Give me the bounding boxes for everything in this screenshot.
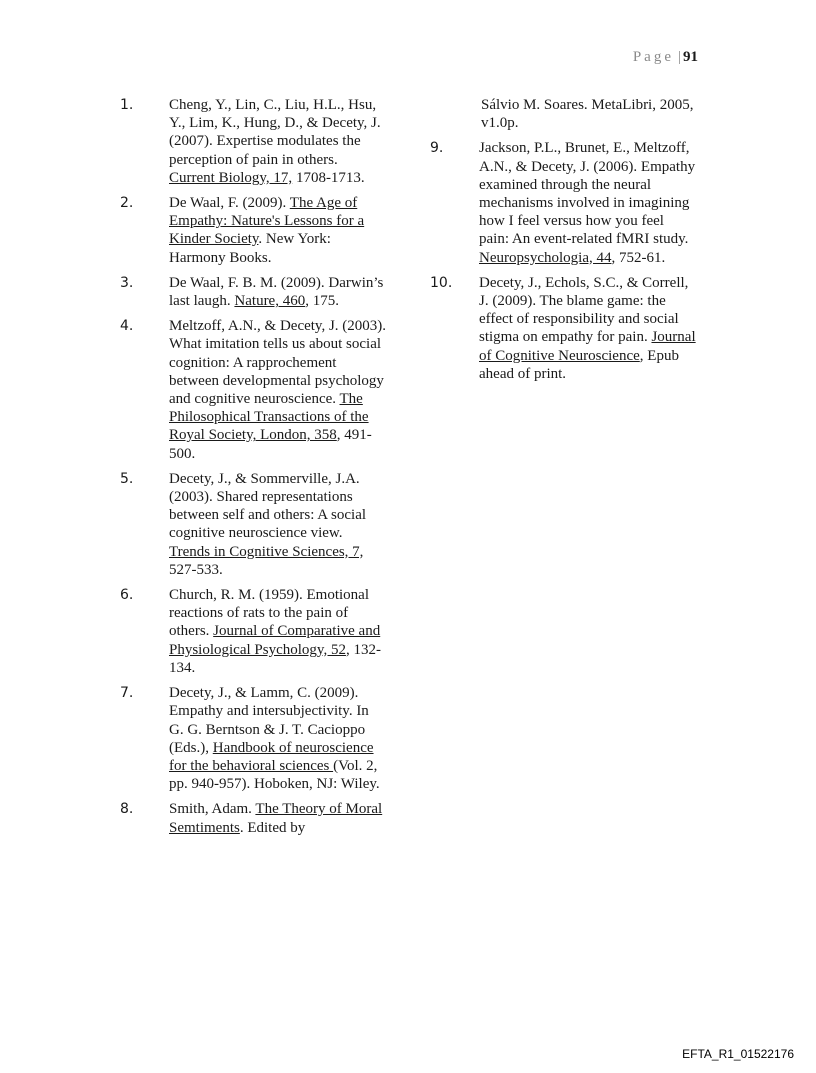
reference-text-segment: Decety, J., & Lamm, C. (2009). Empathy and intersubjectivity. In G. G. Berntson & J. T. Cacioppo (Eds.), xyxy=(169,685,369,756)
reference-text-segment: 1708-1713. xyxy=(292,169,365,186)
reference-text xyxy=(169,800,387,836)
reference-text-segment: Decety, J., & Sommerville, J.A. (2003). Shared representations between self and others: A social cognitive neuroscience view. xyxy=(169,470,367,542)
document-id: EFTA_R1_01522176 xyxy=(682,1047,794,1061)
reference-text-segment: De Waal, F. B. M. (2009). Darwin’s last laugh. xyxy=(169,274,384,310)
reference-item xyxy=(120,470,420,579)
page-number: 91 xyxy=(683,49,698,65)
reference-text-segment: Church, R. M. (1959). Emotional reactions of rats to the pain of others. xyxy=(169,587,369,640)
references-left-column xyxy=(120,96,420,844)
reference-number: 7. xyxy=(120,685,134,702)
reference-text-segment: , 752-61. xyxy=(611,249,666,266)
reference-source-title: Journal of Cognitive Neuroscience xyxy=(479,329,696,364)
reference-text xyxy=(169,274,387,310)
reference-text xyxy=(169,470,387,579)
reference-text-segment: Jackson, P.L., Brunet, E., Meltzoff, A.N., & Decety, J. (2006). Empathy examined through the neural mechanisms involved in imagining how I feel versus how you feel pain: An event-related fMRI study. xyxy=(479,140,696,248)
reference-number: 3. xyxy=(120,274,134,291)
reference-number: 9. xyxy=(430,140,444,157)
reference-text-segment: (Vol. 2, pp. 940-957). Hoboken, NJ: Wiley. xyxy=(169,757,380,793)
reference-text xyxy=(169,194,387,267)
page-separator: | xyxy=(677,49,681,65)
reference-text-segment: , 132-134. xyxy=(169,641,381,676)
page-header xyxy=(633,49,698,66)
reference-source-title: The Age of Empathy: Nature's Lessons for a Kinder Society xyxy=(169,195,365,248)
reference-item xyxy=(120,317,420,463)
reference-text-segment: 527-533. xyxy=(169,561,223,578)
reference-source-title: The Philosophical Transactions of the Royal Society, London, 358 xyxy=(169,391,369,444)
reference-text-segment: Smith, Adam. xyxy=(169,801,256,818)
reference-number: 1. xyxy=(120,97,134,113)
reference-text xyxy=(169,684,387,793)
reference-text xyxy=(169,586,387,677)
reference-text-segment: , Epub ahead of print. xyxy=(479,347,679,382)
reference-text-segment: . New York: Harmony Books. xyxy=(169,231,331,266)
reference-text-segment: , 491-500. xyxy=(169,427,372,462)
reference-source-title: Nature, 460 xyxy=(234,293,306,310)
reference-item xyxy=(120,274,420,310)
reference-text-segment: , 175. xyxy=(305,293,339,310)
reference-text-segment: De Waal, F. (2009). xyxy=(169,195,290,212)
reference-text xyxy=(169,96,387,187)
reference-item xyxy=(120,800,420,836)
reference-text-segment: Decety, J., Echols, S.C., & Correll, J. (2009). The blame game: the effect of responsibility and social stigma on empathy for pain. xyxy=(479,274,689,346)
reference-text-segment: Cheng, Y., Lin, C., Liu, H.L., Hsu, Y., Lim, K., Hung, D., & Decety, J. (2007). Expertise modulates the perception of pain in others. xyxy=(169,97,381,168)
reference-source-title: The Theory of Moral Semtiments xyxy=(169,801,383,836)
reference-number: 4. xyxy=(120,318,134,335)
reference-source-title: Journal of Comparative and Physiological Psychology, 52 xyxy=(169,623,381,658)
reference-continuation: Sálvio M. Soares. MetaLibri, 2005, v1.0p. xyxy=(481,97,694,132)
page-label: Page xyxy=(632,49,674,65)
reference-number: 6. xyxy=(120,587,134,604)
references-right-column xyxy=(430,96,730,390)
reference-text xyxy=(479,274,697,383)
reference-number: 8. xyxy=(120,801,134,818)
reference-item xyxy=(430,274,730,383)
reference-source-title: Trends in Cognitive Sciences, 7, xyxy=(169,543,364,560)
reference-text xyxy=(479,139,697,266)
reference-item xyxy=(120,586,420,677)
reference-source-title: Handbook of neuroscience for the behavioral sciences xyxy=(169,739,374,774)
reference-item xyxy=(120,194,420,267)
reference-source-title: Current Biology, 17, xyxy=(169,169,293,186)
reference-text xyxy=(169,317,387,463)
reference-text-segment: . Edited by xyxy=(239,819,306,836)
reference-number: 5. xyxy=(120,470,134,487)
reference-number: 10. xyxy=(430,274,453,291)
reference-item xyxy=(120,96,420,187)
reference-number: 2. xyxy=(120,195,134,212)
reference-source-title: Neuropsychologia, 44 xyxy=(479,249,612,266)
reference-item xyxy=(430,139,730,266)
reference-text-segment: Meltzoff, A.N., & Decety, J. (2003). What imitation tells us about social cognition: A rapprochement between developmental psychology and cognitive neuroscience. xyxy=(169,318,387,408)
reference-item xyxy=(120,684,420,793)
